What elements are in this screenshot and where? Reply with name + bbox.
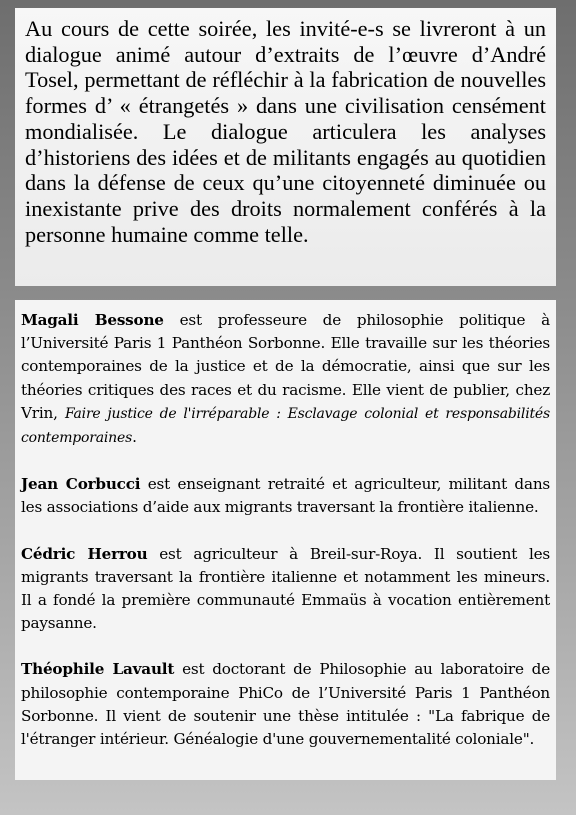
bio-text: est agriculteur à Breil-sur-Roya. Il soutient les migrants traversant la frontière italienne et notamment les mineurs. Il a fondé la première communauté Emmaüs à vocation entièrement paysanne. — [21, 544, 550, 633]
bio-name: Magali Bessone — [21, 311, 164, 329]
bio-lavault — [21, 658, 550, 751]
bio-name: Jean Corbucci — [21, 475, 141, 494]
bio-name: Théophile Lavault — [21, 660, 175, 679]
bio-herrou — [21, 543, 550, 636]
bio-text: est enseignant retraité et agriculteur, militant dans les associations d’aide aux migrants traversant la frontière italienne. — [21, 475, 550, 517]
bio-corbucci — [21, 473, 550, 519]
bio-tail: . — [132, 428, 137, 447]
intro-text: Au cours de cette soirée, les invité-e-s se livreront à un dialogue animé autour d’extraits de l’œuvre d’André Tosel, permettant de réfléchir à la fabrication de nouvelles formes d’ « étrangetés » dans une civilisation censément mondialisée. Le dialogue articulera les analyses d’historiens des idées et de militants engagés au quotidien dans la défense de ceux qu’une citoyenneté diminuée ou inexistante prive des droits normalement conférés à la personne humaine comme telle. — [25, 16, 546, 247]
book-title: Faire justice de l'irréparable : Esclavage colonial et responsabilités contemporaines — [21, 405, 550, 447]
intro-box — [15, 8, 556, 286]
bio-text: est doctorant de Philosophie au laboratoire de philosophie contemporaine PhiCo de l’Université Paris 1 Panthéon Sorbonne. Il vient de soutenir une thèse intitulée : "La fabrique de l'étranger intérieur. Généalogie d'une gouvernementalité coloniale". — [21, 660, 550, 749]
bio-name: Cédric Herrou — [21, 544, 148, 563]
bios-box — [15, 300, 556, 780]
bio-text: est professeure de philosophie politique à l’Université Paris 1 Panthéon Sorbonne. Elle travaille sur les théories contemporaines de la justice et de la démocratie, ainsi que sur les théories critiques des races et du racisme. Elle vient de publier, chez Vrin, — [21, 311, 550, 422]
bio-bessone — [21, 309, 550, 450]
